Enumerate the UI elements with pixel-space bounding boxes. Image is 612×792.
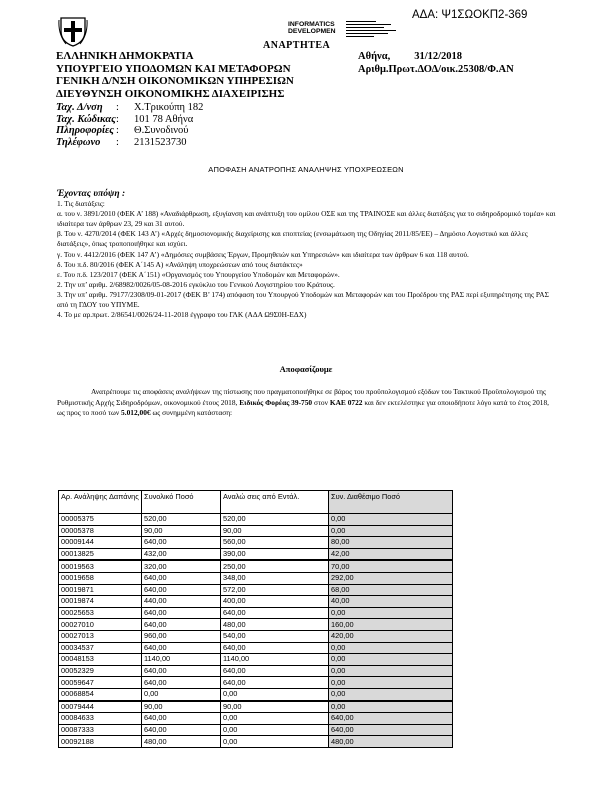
consideration-item: β. Του ν. 4270/2014 (ΦΕΚ 143 Α’) «Αρχές δημοσιονομικής διαχείρισης και εποπτείας (ενσωμάτωση της Οδηγίας 2011/85/ΕΕ) – Δημόσιο Λογιστικό και άλλες διατάξεις», όπως τροποποιήθηκε και ισχύει. [57,229,528,249]
table-cell: 640,00 [221,607,329,619]
table-row [59,654,453,666]
column-header: Συν. Διαθέσιμο Ποσό [329,491,453,514]
table-cell: 480,00 [329,736,453,748]
table-row [59,560,453,572]
table-cell: 0,00 [329,677,453,689]
place: Αθήνα, [358,51,391,62]
table-cell: 90,00 [142,525,221,537]
table-cell: 640,00 [221,665,329,677]
table-cell: 00005375 [59,514,142,526]
contact-details [56,102,203,148]
table-cell: 640,00 [142,619,221,631]
consideration-item: 1. Τις διατάξεις: [57,199,105,209]
table-cell: 640,00 [142,607,221,619]
informatics-block: INFORMATICS DEVELOPMEN [288,21,336,35]
table-cell: 0,00 [329,688,453,700]
table-cell: 40,00 [329,596,453,608]
decision-paragraph: Ανατρέπουμε τις αποφάσεις αναλήψεων της πίστωσης που πραγματοποιήθηκε σε βάρος του προϋπολογισμού εξόδων του Τακτικού Προϋπολογισμού της Ρυθμιστικής Αρχής Σιδηροδρόμων, οικονομικού έτους 2018, Ειδικός Φορέας 39-750 στον ΚΑΕ 0722 και δεν εκτελέστηκε για οποιοδήποτε λόγο κατά το έτος 2018, ως προς το ποσό των 5.012,00€ ως συνημμένη κατάσταση: [57,387,550,417]
table-cell: 00087333 [59,724,142,736]
table-cell: 640,00 [329,713,453,725]
table-cell: 42,00 [329,548,453,560]
table-row [59,701,453,713]
table-cell: 348,00 [221,572,329,584]
table-cell: 0,00 [329,642,453,654]
table-cell: 640,00 [142,584,221,596]
table-cell: 0,00 [329,665,453,677]
table-cell: 640,00 [142,724,221,736]
table-cell: 250,00 [221,560,329,572]
table-cell: 00027010 [59,619,142,631]
contact-row: Πληροφορίες : Θ.Συνοδινού [56,125,189,136]
contact-row: Ταχ. Δ/νση : Χ.Τρικούπη 182 [56,102,204,113]
considerations [57,189,557,320]
table-row [59,537,453,549]
table-cell: 00013825 [59,548,142,560]
digital-signature-stamp [346,20,404,40]
table-cell: 00052329 [59,665,142,677]
table-cell: 80,00 [329,537,453,549]
table-row [59,736,453,748]
table-cell: 00027013 [59,630,142,642]
table-cell: 00059647 [59,677,142,689]
table-cell: 480,00 [142,736,221,748]
table-row [59,724,453,736]
table-row [59,677,453,689]
column-header: Αναλώ σεις από Εντάλ. [221,491,329,514]
table-cell: 640,00 [329,724,453,736]
table-cell: 00019563 [59,560,142,572]
table-cell: 540,00 [221,630,329,642]
column-header: Αρ. Ανάληψης Δαπάνης [59,491,142,514]
decision-title: ΑΠΟΦΑΣΗ ΑΝΑΤΡΟΠΗΣ ΑΝΑΛΗΨΗΣ ΥΠΟΧΡΕΩΣΕΩΝ [208,165,404,174]
table-row [59,607,453,619]
table-cell: 0,00 [329,654,453,666]
table-row [59,584,453,596]
commitments-table [58,490,453,748]
table-cell: 0,00 [329,607,453,619]
table-cell: 0,00 [221,736,329,748]
table-cell: 640,00 [142,642,221,654]
date-protocol-block [358,50,514,76]
table-cell: 1140,00 [221,654,329,666]
table-cell: 292,00 [329,572,453,584]
table-cell: 640,00 [221,677,329,689]
consideration-item: 3. Την υπ’ αριθμ. 79177/2308/09-01-2017 (ΦΕΚ Β’ 174) απόφαση του Υπουργού Υποδομών και Μεταφορών και του Προέδρου της ΡΑΣ περί εξυπηρέτησης της ΡΑΣ από τη ΓΔΟΥ του ΥΠΥΜΕ. [57,289,549,310]
table-cell: 560,00 [221,537,329,549]
table-cell: 640,00 [142,537,221,549]
table-cell: 00019871 [59,584,142,596]
date: 31/12/2018 [414,51,463,62]
table-row [59,548,453,560]
table-row [59,514,453,526]
consideration-item: γ. Του ν. 4412/2016 (ΦΕΚ 147 Α’) «Δημόσιες συμβάσεις Έργων, Προμηθειών και Υπηρεσιών» και ιδιαίτερα των άρθρων 6 και 118 αυτού. [57,249,469,259]
table-cell: 400,00 [221,596,329,608]
table-cell: 420,00 [329,630,453,642]
table-cell: 0,00 [221,688,329,700]
table-row [59,642,453,654]
greek-emblem-icon [58,14,88,47]
table-cell: 640,00 [142,677,221,689]
table-cell: 00019658 [59,572,142,584]
table-cell: 440,00 [142,596,221,608]
table-row [59,630,453,642]
ada-code: ΑΔΑ: Ψ1ΣΩΟΚΠ2-369 [412,9,528,21]
consideration-item: ε. Του π.δ. 123/2017 (ΦΕΚ Α΄151) «Οργανισμός του Υπουργείου Υποδομών και Μεταφορών». [57,269,340,279]
table-cell: 520,00 [221,514,329,526]
header-line: ΕΛΛΗΝΙΚΗ ΔΗΜΟΚΡΑΤΙΑ [56,50,194,62]
having-regard-heading: Έχοντας υπόψη : [57,189,126,199]
table-cell: 00034537 [59,642,142,654]
table-cell: 0,00 [329,525,453,537]
table-cell: 640,00 [142,572,221,584]
table-row [59,688,453,700]
header-line: ΥΠΟΥΡΓΕΙΟ ΥΠΟΔΟΜΩΝ ΚΑΙ ΜΕΤΑΦΟΡΩΝ [56,62,291,75]
table-row [59,596,453,608]
table-cell: 390,00 [221,548,329,560]
table-cell: 0,00 [221,724,329,736]
table-cell: 0,00 [329,701,453,713]
table-cell: 00068854 [59,688,142,700]
table-cell: 00079444 [59,701,142,713]
consideration-item: 4. Το με αρ.πρωτ. 2/86541/0026/24-11-2018 έγγραφο του ΓΛΚ (ΑΔΑ Ω9Σ0Η-ΕΔΧ) [57,310,307,320]
table-cell: 640,00 [142,665,221,677]
issuer-header [56,50,294,100]
table-row [59,619,453,631]
table-row [59,525,453,537]
table-cell: 160,00 [329,619,453,631]
column-header: Συνολικό Ποσό [142,491,221,514]
posting-label: ΑΝΑΡΤΗΤΕΑ [263,40,331,51]
contact-row: Τηλέφωνο : 2131523730 [56,136,187,148]
table-cell: 90,00 [221,701,329,713]
table-cell: 320,00 [142,560,221,572]
table-cell: 1140,00 [142,654,221,666]
table-cell: 572,00 [221,584,329,596]
table-cell: 640,00 [142,713,221,725]
table-cell: 432,00 [142,548,221,560]
table-row [59,572,453,584]
table-header-row [59,491,453,514]
consideration-item: α. του ν. 3891/2010 (ΦΕΚ Α’ 188) «Αναδιάρθρωση, εξυγίανση και ανάπτυξη του ομίλου ΟΣΕ και της ΤΡΑΙΝΟΣΕ και άλλες διατάξεις για το σιδηροδρομικό τομέα» και ιδιαίτερα των άρθρων 23, 29 και 31 αυτού. [57,209,556,229]
table-row [59,665,453,677]
header-line: ΓΕΝΙΚΗ Δ/ΝΣΗ ΟΙΚΟΝΟΜΙΚΩΝ ΥΠΗΡΕΣΙΩΝ [56,75,294,87]
table-cell: 0,00 [221,713,329,725]
table-cell: 00025653 [59,607,142,619]
table-cell: 90,00 [221,525,329,537]
contact-row: Ταχ. Κώδικας : 101 78 Αθήνα [56,113,194,125]
table-cell: 00092188 [59,736,142,748]
table-cell: 0,00 [142,688,221,700]
table-cell: 00048153 [59,654,142,666]
table-cell: 960,00 [142,630,221,642]
table-cell: 90,00 [142,701,221,713]
consideration-item: 2. Την υπ’ αριθμ. 2/68982/0026/05-08-2016 εγκύκλιο του Γενικού Λογιστηρίου του Κράτους. [57,279,335,289]
decision-heading: Αποφασίζουμε [279,364,333,374]
table-cell: 68,00 [329,584,453,596]
table-cell: 00009144 [59,537,142,549]
table-row [59,713,453,725]
table-cell: 520,00 [142,514,221,526]
table-cell: 00005378 [59,525,142,537]
table-cell: 480,00 [221,619,329,631]
consideration-item: δ. Του π.δ. 80/2016 (ΦΕΚ Α΄145 Α) «Ανάληψη υποχρεώσεων από τους διατάκτες» [57,259,303,269]
protocol-number: Αριθμ.Πρωτ.ΔΟΔ/οικ.25308/Φ.ΑΝ [358,64,514,75]
table-cell: 00084633 [59,713,142,725]
table-cell: 0,00 [329,514,453,526]
table-cell: 640,00 [221,642,329,654]
table-cell: 70,00 [329,560,453,572]
table-cell: 00019874 [59,596,142,608]
header-line: ΔΙΕΥΘΥΝΣΗ ΟΙΚΟΝΟΜΙΚΗΣ ΔΙΑΧΕΙΡΙΣΗΣ [56,87,285,100]
